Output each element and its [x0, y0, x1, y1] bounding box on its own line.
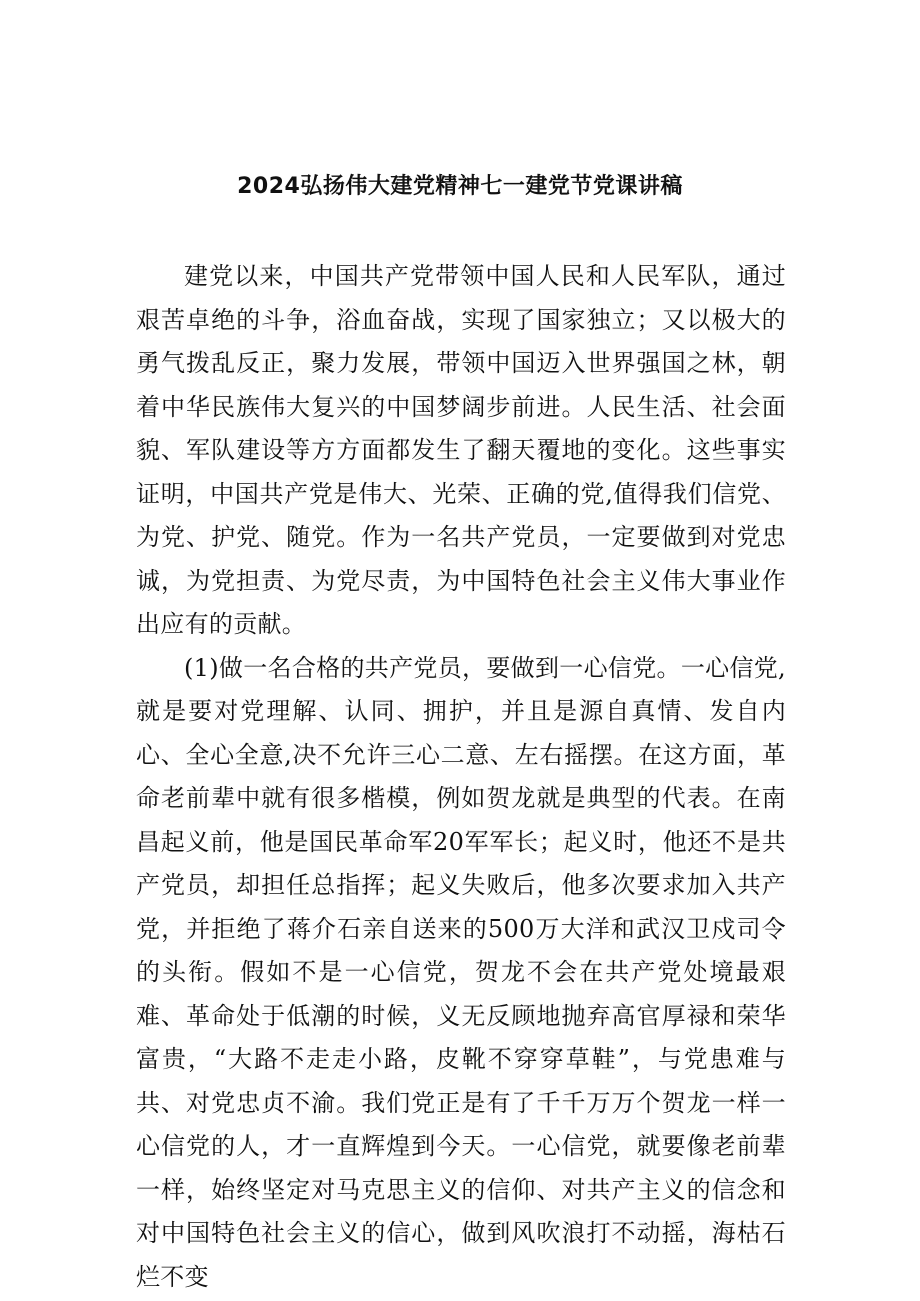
paragraph-intro: 建党以来，中国共产党带领中国人民和人民军队，通过艰苦卓绝的斗争，浴血奋战，实现了国家独立；又以极大的勇气拨乱反正，聚力发展，带领中国迈入世界强国之林，朝着中华民族伟大复兴的中国梦阔步前进。人民生活、社会面貌、军队建设等方方面都发生了翻天覆地的变化。这些事实证明，中国共产党是伟大、光荣、正确的党,值得我们信党、为党、护党、随党。作为一名共产党员，一定要做到对党忠诚，为党担责、为党尽责，为中国特色社会主义伟大事业作出应有的贡献。 — [136, 262, 786, 638]
document-body — [136, 255, 786, 1299]
paragraph-point-1: (1)做一名合格的共产党员，要做到一心信党。一心信党,就是要对党理解、认同、拥护，并且是源自真情、发自内心、全心全意,决不允许三心二意、左右摇摆。在这方面，革命老前辈中就有很多楷模，例如贺龙就是典型的代表。在南昌起义前，他是国民革命军20军军长；起义时，他还不是共产党员，却担任总指挥；起义失败后，他多次要求加入共产党，并拒绝了蒋介石亲自送来的500万大洋和武汉卫戍司令的头衔。假如不是一心信党，贺龙不会在共产党处境最艰难、革命处于低潮的时候，义无反顾地抛弃高官厚禄和荣华富贵，“大路不走走小路，皮靴不穿穿草鞋”，与党患难与共、对党忠贞不渝。我们党正是有了千千万万个贺龙一样一心信党的人，才一直辉煌到今天。一心信党，就要像老前辈一样，始终坚定对马克思主义的信仰、对共产主义的信念和对中国特色社会主义的信心，做到风吹浪打不动摇，海枯石烂不变 — [136, 653, 786, 1291]
document-title: 2024弘扬伟大建党精神七一建党节党课讲稿 — [237, 174, 683, 199]
